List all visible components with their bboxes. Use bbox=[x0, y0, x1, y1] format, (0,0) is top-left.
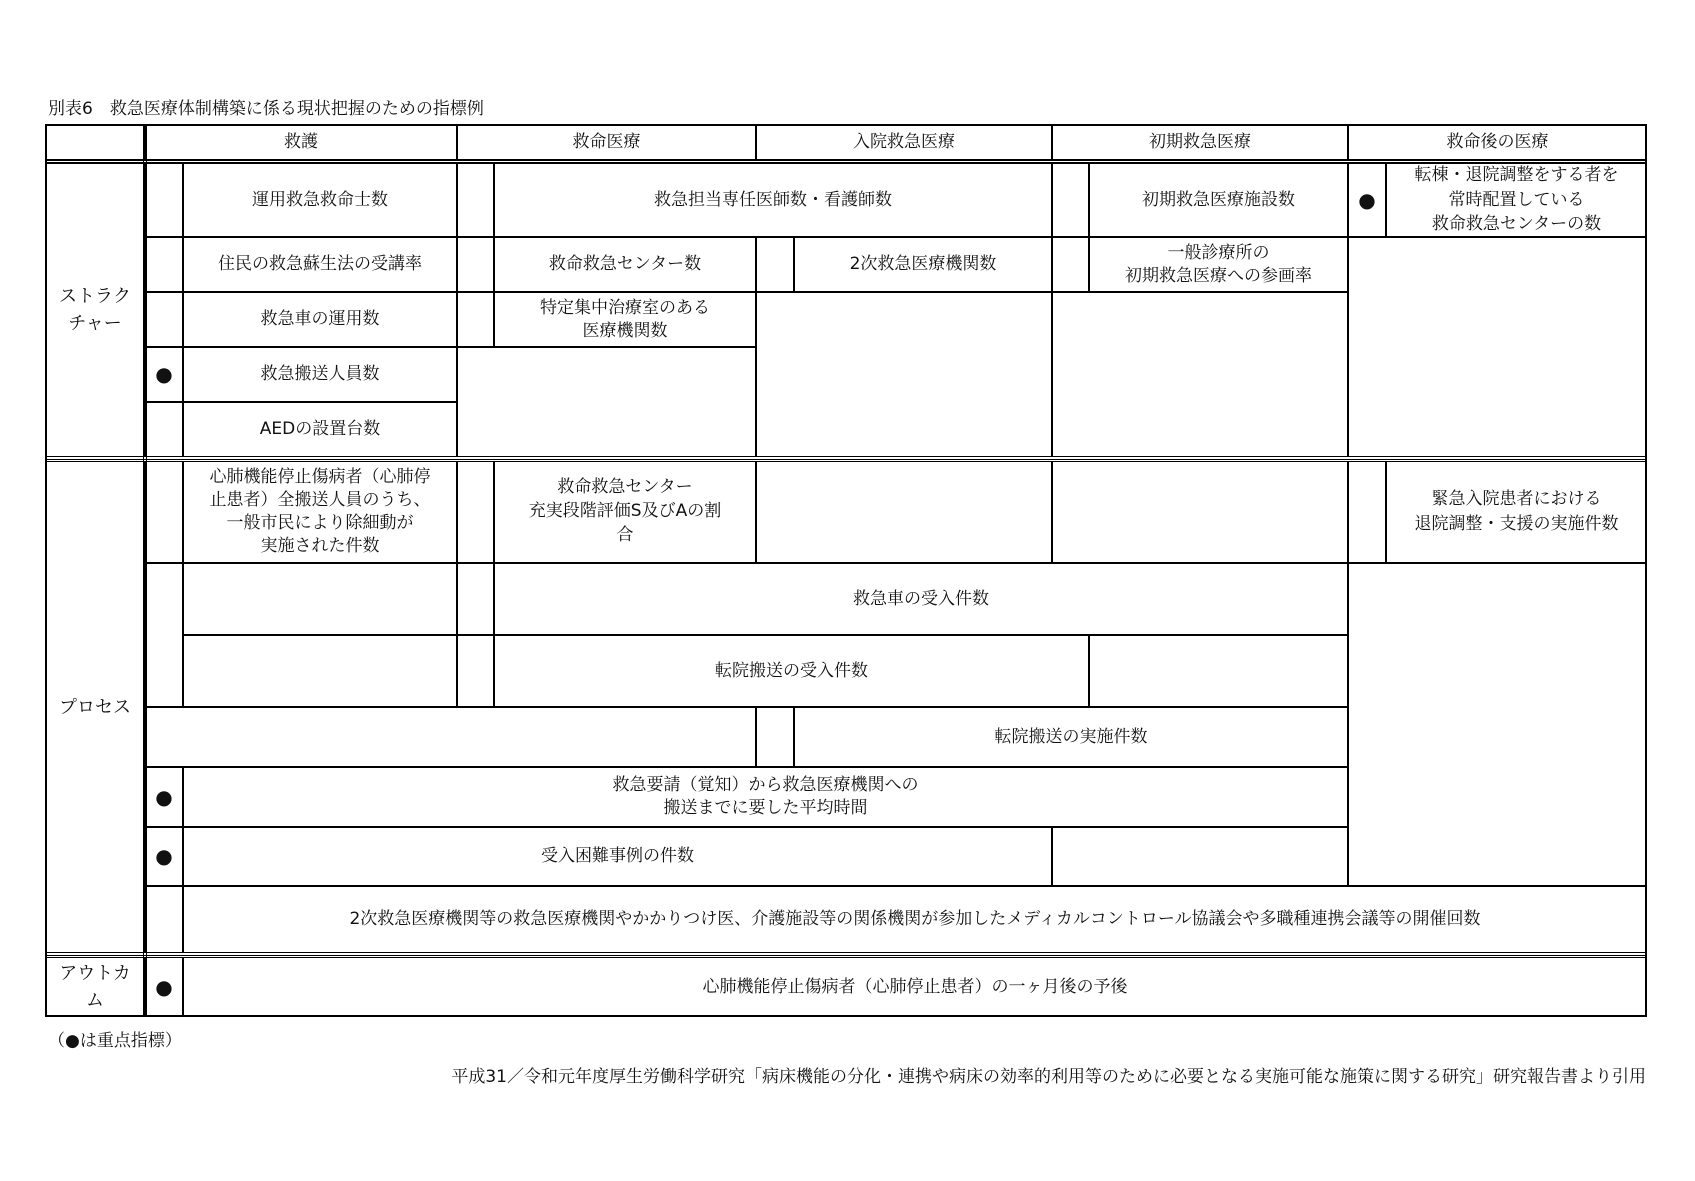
empty-cell bbox=[183, 635, 457, 707]
marker-cell bbox=[145, 563, 183, 707]
column-header-kyumei: 救命医療 bbox=[457, 124, 756, 161]
section-label-process: プロセス bbox=[45, 461, 145, 953]
process-kyugo-1: 心肺機能停止傷病者（心肺停 止患者）全搬送人員のうち、 一般市民により除細動が 実施された件数 bbox=[183, 461, 457, 563]
section-label-outcome: アウトカ ム bbox=[45, 957, 145, 1017]
structure-kyumei-3: 特定集中治療室のある 医療機関数 bbox=[494, 292, 756, 347]
empty-cell bbox=[1052, 292, 1348, 457]
priority-marker: ● bbox=[145, 827, 183, 886]
empty-cell bbox=[1052, 461, 1348, 563]
structure-shoki-2: 一般診療所の 初期救急医療への参画率 bbox=[1089, 237, 1348, 292]
structure-kyugo-2: 住民の救急蘇生法の受講率 bbox=[183, 237, 457, 292]
marker-cell bbox=[1052, 237, 1089, 292]
header-corner bbox=[45, 124, 145, 161]
table-title: 別表6 救急医療体制構築に係る現状把握のための指標例 bbox=[48, 99, 484, 119]
marker-cell bbox=[457, 563, 494, 635]
priority-marker: ● bbox=[145, 347, 183, 402]
marker-cell bbox=[457, 635, 494, 707]
structure-kyumeigo-1: 転棟・退院調整をする者を 常時配置している 救命救急センターの数 bbox=[1386, 163, 1647, 237]
empty-cell bbox=[145, 707, 756, 767]
process-tenin-jisshi: 転院搬送の実施件数 bbox=[794, 707, 1348, 767]
empty-cell bbox=[1348, 563, 1647, 886]
empty-cell bbox=[457, 347, 756, 457]
marker-cell bbox=[457, 237, 494, 292]
structure-kyumei-2: 救命救急センター数 bbox=[494, 237, 756, 292]
empty-cell bbox=[1089, 635, 1348, 707]
marker-cell bbox=[145, 163, 183, 237]
structure-shoki-1: 初期救急医療施設数 bbox=[1089, 163, 1348, 237]
priority-marker: ● bbox=[145, 957, 183, 1017]
structure-nyuin-2: 2次救急医療機関数 bbox=[794, 237, 1052, 292]
section-divider bbox=[45, 456, 1647, 460]
marker-cell bbox=[1052, 163, 1089, 237]
marker-cell bbox=[457, 292, 494, 347]
process-tenin-ukeire: 転院搬送の受入件数 bbox=[494, 635, 1089, 707]
empty-cell bbox=[756, 292, 1052, 457]
outcome-yogo: 心肺機能停止傷病者（心肺停止患者）の一ヶ月後の予後 bbox=[183, 957, 1647, 1017]
source-citation: 平成31／令和元年度厚生労働科学研究「病床機能の分化・連携や病床の効率的利用等のために必要となる実施可能な施策に関する研究」研究報告書より引用 bbox=[451, 1067, 1646, 1087]
structure-kyugo-4: 救急搬送人員数 bbox=[183, 347, 457, 402]
footnote: （●は重点指標） bbox=[48, 1031, 182, 1051]
process-ukeire: 救急車の受入件数 bbox=[494, 563, 1348, 635]
process-heikin-jikan: 救急要請（覚知）から救急医療機関への 搬送までに要した平均時間 bbox=[183, 767, 1348, 827]
marker-cell bbox=[145, 292, 183, 347]
marker-cell bbox=[145, 237, 183, 292]
empty-cell bbox=[1348, 237, 1647, 457]
priority-marker: ● bbox=[1348, 163, 1386, 237]
empty-cell bbox=[756, 461, 1052, 563]
structure-kyumei-1: 救急担当専任医師数・看護師数 bbox=[494, 163, 1052, 237]
label-column-divider bbox=[143, 124, 147, 1017]
process-konnan: 受入困難事例の件数 bbox=[183, 827, 1052, 886]
marker-cell bbox=[145, 402, 183, 457]
marker-cell bbox=[145, 886, 183, 953]
section-label-structure: ストラク チャー bbox=[45, 163, 145, 457]
structure-kyugo-5: AEDの設置台数 bbox=[183, 402, 457, 457]
process-kaigi: 2次救急医療機関等の救急医療機関やかかりつけ医、介護施設等の関係機関が参加したメディカルコントロール協議会や多職種連携会議等の開催回数 bbox=[183, 886, 1647, 953]
marker-cell bbox=[756, 237, 794, 292]
marker-cell bbox=[145, 461, 183, 563]
column-header-kyumeigo: 救命後の医療 bbox=[1348, 124, 1647, 161]
marker-cell bbox=[756, 707, 794, 767]
empty-cell bbox=[1052, 827, 1348, 886]
priority-marker: ● bbox=[145, 767, 183, 827]
structure-kyugo-3: 救急車の運用数 bbox=[183, 292, 457, 347]
column-header-kyugo: 救護 bbox=[145, 124, 457, 161]
marker-cell bbox=[457, 163, 494, 237]
structure-kyugo-1: 運用救急救命士数 bbox=[183, 163, 457, 237]
section-divider bbox=[45, 952, 1647, 956]
process-kyumeigo-1: 緊急入院患者における 退院調整・支援の実施件数 bbox=[1386, 461, 1647, 563]
marker-cell bbox=[1348, 461, 1386, 563]
marker-cell bbox=[457, 461, 494, 563]
column-header-shoki: 初期救急医療 bbox=[1052, 124, 1348, 161]
empty-cell bbox=[183, 563, 457, 635]
column-header-nyuin: 入院救急医療 bbox=[756, 124, 1052, 161]
process-kyumei-1: 救命救急センター 充実段階評価S及びAの割 合 bbox=[494, 461, 756, 563]
